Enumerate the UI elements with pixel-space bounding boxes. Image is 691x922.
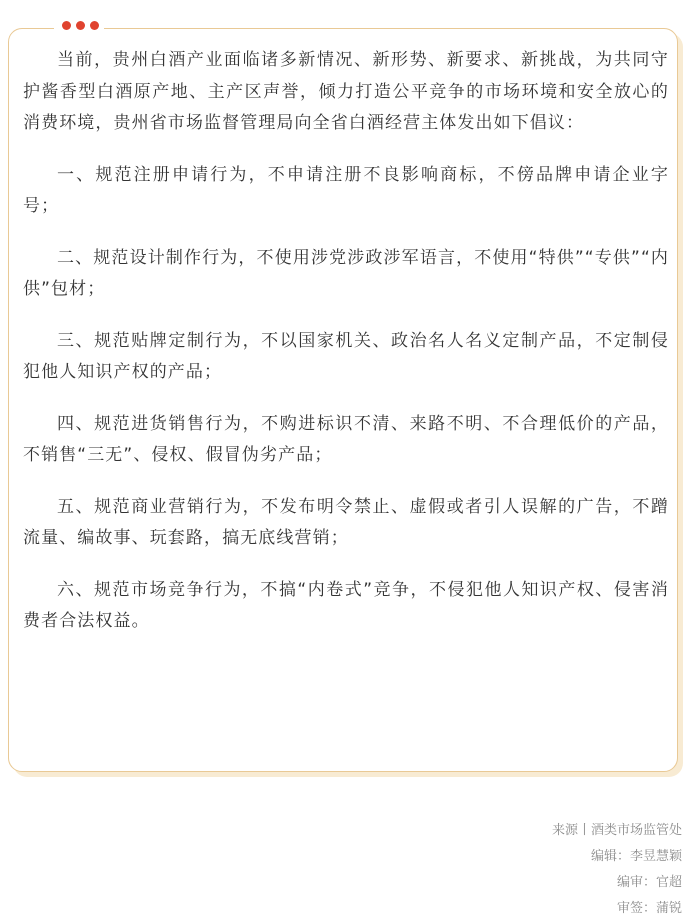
- credits-block: [552, 818, 682, 922]
- red-dot-icon: [90, 21, 99, 30]
- proposal-2-paragraph: 二、规范设计制作行为，不使用涉党涉政涉军语言，不使用“特供”“专供”“内供”包材；: [23, 247, 669, 299]
- proposal-1-paragraph: 一、规范注册申请行为，不申请注册不良影响商标，不傍品牌申请企业字号；: [23, 164, 669, 216]
- red-dot-icon: [76, 21, 85, 30]
- decorative-dots: [62, 21, 99, 30]
- red-dot-icon: [62, 21, 71, 30]
- source-credit: 来源丨酒类市场监管处: [551, 823, 682, 838]
- approver-credit: 审签：蒲锐: [616, 901, 682, 916]
- article-card: [8, 28, 678, 772]
- intro-paragraph: 当前，贵州白酒产业面临诸多新情况、新形势、新要求、新挑战，为共同守护酱香型白酒原产地、主产区声誉，倾力打造公平竞争的市场环境和安全放心的消费环境，贵州省市场监督管理局向全省白酒经营主体发出如下倡议：: [23, 50, 669, 133]
- proposal-3-paragraph: 三、规范贴牌定制行为，不以国家机关、政治名人名义定制产品，不定制侵犯他人知识产权的产品；: [23, 330, 669, 382]
- proposal-4-paragraph: 四、规范进货销售行为，不购进标识不清、来路不明、不合理低价的产品，不销售“三无”、侵权、假冒伪劣产品；: [23, 413, 669, 465]
- proposal-5-paragraph: 五、规范商业营销行为，不发布明令禁止、虚假或者引人误解的广告，不蹭流量、编故事、玩套路，搞无底线营销；: [23, 496, 669, 548]
- article-body: [23, 45, 669, 658]
- reviewer-credit: 编审：官超: [616, 875, 682, 890]
- proposal-6-paragraph: 六、规范市场竞争行为，不搞“内卷式”竞争，不侵犯他人知识产权、侵害消费者合法权益。: [23, 579, 669, 631]
- editor-credit: 编辑：李昱慧颖: [590, 849, 682, 864]
